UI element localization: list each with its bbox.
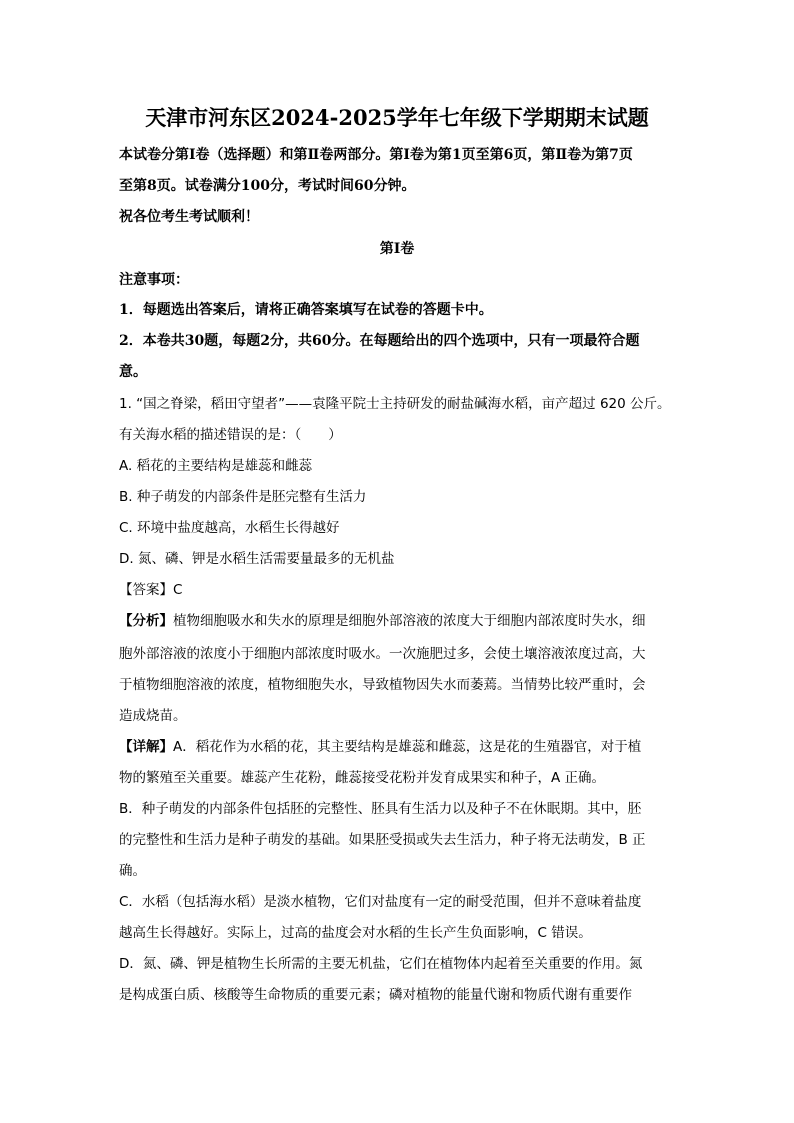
- detail-label: 【详解】: [119, 739, 173, 755]
- detail-text: A．稻花作为水稻的花，其主要结构是雄蕊和雌蕊，这是花的生殖器官，对于植: [173, 739, 642, 755]
- analysis-label: 【分析】: [119, 613, 173, 629]
- question-stem: 1. “国之脊梁，稻田守望者”——袁隆平院士主持研发的耐盐碱海水稻，亩产超过 620 公斤。: [119, 396, 671, 412]
- analysis-line: 造成烧苗。: [119, 708, 187, 724]
- note-item: 1．每题选出答案后，请将正确答案填写在试卷的答题卡中。: [119, 302, 493, 318]
- document-title: 天津市河东区2024-2025学年七年级下学期期末试题: [145, 105, 649, 130]
- detail-line: 的完整性和生活力是种子萌发的基础。如果胚受损或失去生活力，种子将无法萌发，B 正: [119, 832, 646, 848]
- detail-line: 是构成蛋白质、核酸等生命物质的重要元素；磷对植物的能量代谢和物质代谢有重要作: [119, 987, 632, 1003]
- detail-line: 确。: [119, 863, 146, 879]
- analysis-line: [119, 611, 646, 631]
- answer-line: 【答案】C: [119, 582, 183, 598]
- notes-heading: 注意事项：: [119, 272, 189, 288]
- section-title: 第Ⅰ卷: [379, 241, 415, 257]
- option-a: A. 稻花的主要结构是雄蕊和雌蕊: [119, 458, 313, 474]
- analysis-line: 于植物细胞溶液的浓度，植物细胞失水，导致植物因失水而萎蔫。当情势比较严重时，会: [119, 677, 646, 693]
- detail-line: B．种子萌发的内部条件包括胚的完整性、胚具有生活力以及种子不在休眠期。其中，胚: [119, 801, 642, 817]
- detail-line: C．水稻（包括海水稻）是淡水植物，它们对盐度有一定的耐受范围，但并不意味着盐度: [119, 894, 642, 910]
- option-c: C. 环境中盐度越高，水稻生长得越好: [119, 520, 340, 536]
- option-d: D. 氮、磷、钾是水稻生活需要量最多的无机盐: [119, 551, 395, 567]
- note-item: 2．本卷共30题，每题2分，共60分。在每题给出的四个选项中，只有一项最符合题: [119, 333, 640, 349]
- question-stem: 有关海水稻的描述错误的是：（ ）: [119, 427, 342, 443]
- detail-line: [119, 737, 641, 757]
- intro-line: 至第8页。试卷满分100分，考试时间60分钟。: [119, 178, 416, 194]
- intro-line: 祝各位考生考试顺利！: [119, 209, 259, 225]
- analysis-text: 植物细胞吸水和失水的原理是细胞外部溶液的浓度大于细胞内部浓度时失水，细: [173, 613, 646, 629]
- note-item: 意。: [119, 364, 147, 380]
- detail-line: 越高生长得越好。实际上，过高的盐度会对水稻的生长产生负面影响，C 错误。: [119, 925, 592, 941]
- detail-line: 物的繁殖至关重要。雄蕊产生花粉，雌蕊接受花粉并发育成果实和种子，A 正确。: [119, 770, 606, 786]
- detail-line: D．氮、磷、钾是植物生长所需的主要无机盐，它们在植物体内起着至关重要的作用。氮: [119, 956, 643, 972]
- intro-line: 本试卷分第Ⅰ卷（选择题）和第Ⅱ卷两部分。第Ⅰ卷为第1页至第6页，第Ⅱ卷为第7页: [119, 147, 633, 163]
- option-b: B. 种子萌发的内部条件是胚完整有生活力: [119, 489, 367, 505]
- analysis-line: 胞外部溶液的浓度小于细胞内部浓度时吸水。一次施肥过多，会使土壤溶液浓度过高，大: [119, 646, 646, 662]
